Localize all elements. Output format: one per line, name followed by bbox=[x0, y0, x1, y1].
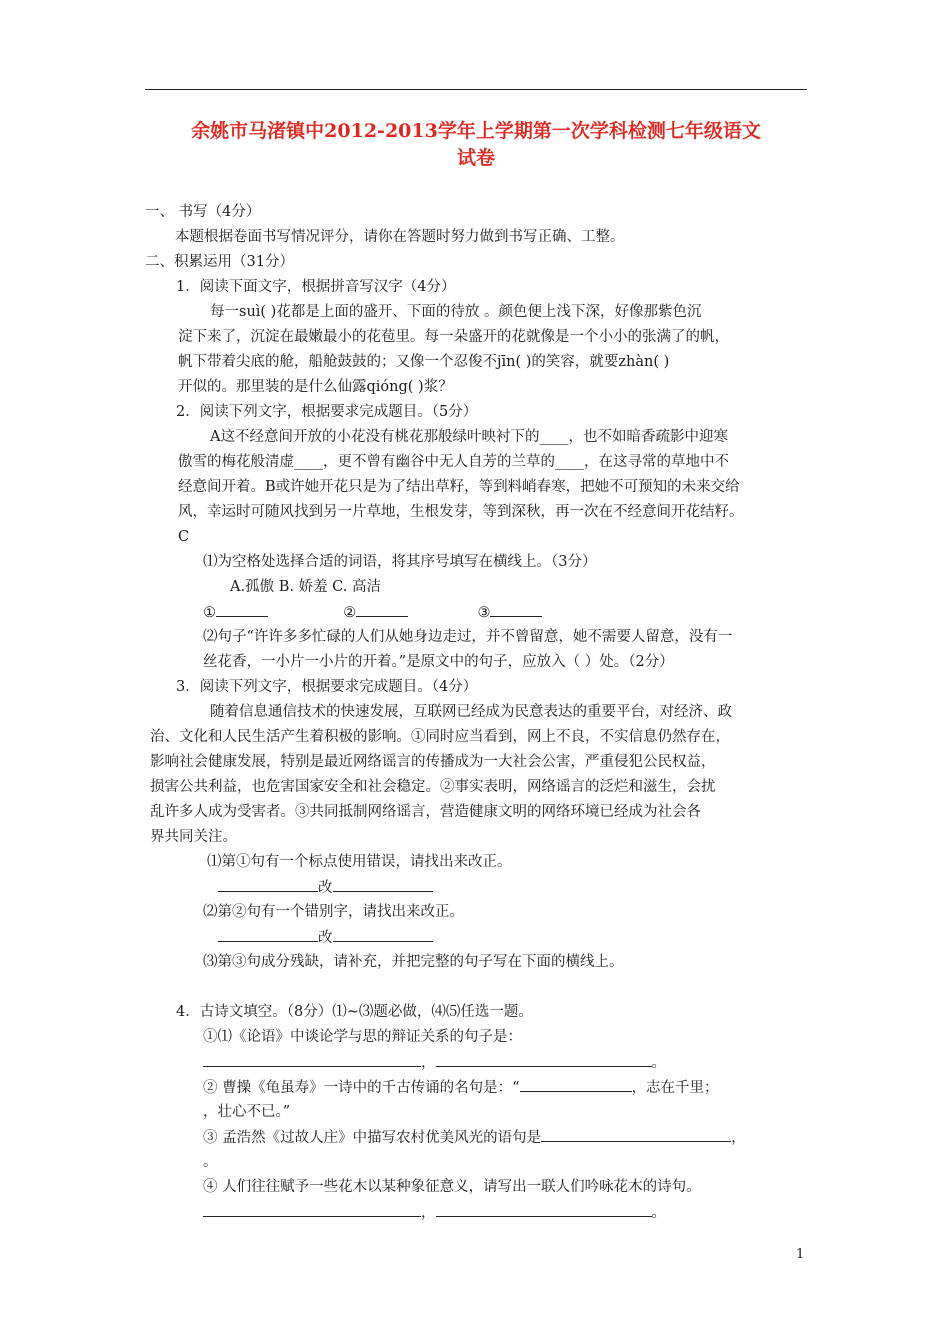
q3-sub-1-answer bbox=[218, 875, 433, 900]
q3-sub-1-wrong-blank[interactable] bbox=[218, 875, 318, 892]
q4-item-3-line-2: 。 bbox=[203, 1154, 218, 1170]
q3-sub-2-gai: 改 bbox=[318, 930, 333, 946]
q1-line-1: 每一suì( )花都是上面的盛开、下面的待放 。颜色便上浅下深，好像那紫色沉 bbox=[210, 304, 702, 320]
q2-title: 2．阅读下列文字，根据要求完成题目。（5分） bbox=[176, 404, 478, 420]
q2-sub-2-line-2: 丝花香，一小片一小片的开着。”是原文中的句子，应放入（ ）处。（2分） bbox=[203, 654, 674, 670]
q2-options: A.孤傲 B. 娇羞 C. 高洁 bbox=[230, 579, 381, 595]
q4-item-2-blank-a[interactable] bbox=[520, 1075, 632, 1092]
q3-title: 3．阅读下列文字，根据要求完成题目。（4分） bbox=[176, 679, 478, 695]
q3-sub-1-correct-blank[interactable] bbox=[333, 875, 433, 892]
q4-item-4-comma: ， bbox=[421, 1205, 436, 1221]
q4-item-1-blank-b[interactable] bbox=[436, 1050, 652, 1067]
q4-item-1-answer bbox=[203, 1050, 666, 1075]
q2-sub-2-line-1: ⑵句子“许许多多忙碌的人们从她身边走过，并不曾留意，她不需要人留意，没有一 bbox=[203, 629, 733, 645]
q4-item-3-text: ③ 孟浩然《过故人庄》中描写农村优美风光的语句是 bbox=[203, 1130, 542, 1146]
section-1-body: 本题根据卷面书写情况评分，请你在答题时努力做到书写正确、工整。 bbox=[175, 229, 625, 245]
page-number: 1 bbox=[796, 1247, 805, 1262]
q4-item-2 bbox=[203, 1075, 719, 1100]
q2-answer-1-label: ① bbox=[203, 605, 216, 621]
q3-sub-3: ⑶第③句成分残缺，请补充，并把完整的句子写在下面的横线上。 bbox=[203, 954, 624, 970]
q2-answer-2-label: ② bbox=[343, 605, 357, 621]
q3-sub-2-wrong-blank[interactable] bbox=[218, 925, 318, 942]
q3-line-1: 随着信息通信技术的快速发展，互联网已经成为民意表达的重要平台，对经济、政 bbox=[210, 704, 732, 720]
q1-line-2: 淀下来了，沉淀在最嫩最小的花苞里。每一朵盛开的花就像是一个小小的张满了的帆， bbox=[178, 329, 729, 345]
q4-item-4-blank-a[interactable] bbox=[203, 1200, 421, 1217]
q3-line-5: 乱许多人成为受害者。③共同抵制网络谣言，营造健康文明的网络环境已经成为社会各 bbox=[150, 804, 701, 820]
q3-sub-1-gai: 改 bbox=[318, 880, 333, 896]
q2-sub-1: ⑴为空格处选择合适的词语，将其序号填写在横线上。（3分） bbox=[203, 554, 597, 570]
q2-line-2: 傲雪的梅花般清虚____，更不曾有幽谷中无人自芳的兰草的____，在这寻常的草地中不 bbox=[178, 454, 729, 470]
q4-item-3-comma: ， bbox=[731, 1130, 746, 1146]
q2-answer-3-label: ③ bbox=[477, 605, 491, 621]
q2-line-4: 风，幸运时可随风找到另一片草地，生根发芽，等到深秋，再一次在不经意间开花结籽。 bbox=[178, 504, 744, 520]
q3-line-3: 影响社会健康发展，特别是最近网络谣言的传播成为一大社会公害，严重侵犯公民权益， bbox=[150, 754, 716, 770]
q3-line-6: 界共同关注。 bbox=[150, 829, 237, 845]
q4-item-4-blank-b[interactable] bbox=[436, 1200, 652, 1217]
q1-title: 1．阅读下面文字，根据拼音写汉字（4分） bbox=[176, 279, 456, 295]
exam-title-line2: 试卷 bbox=[456, 147, 495, 169]
q4-item-1-period: 。 bbox=[651, 1055, 666, 1071]
q4-item-4-answer bbox=[203, 1200, 666, 1225]
q3-sub-2-answer bbox=[218, 925, 433, 950]
q4-title: 4．古诗文填空。（8分）⑴~⑶题必做，⑷⑸任选一题。 bbox=[176, 1004, 533, 1020]
section-1-heading: 一、 书写（4分） bbox=[145, 204, 261, 220]
q4-item-1-blank-a[interactable] bbox=[203, 1050, 421, 1067]
q1-line-3: 帆下带着尖底的舱，船舱鼓鼓的；又像一个忍俊不jīn( )的笑容，就要zhàn( ) bbox=[178, 354, 670, 370]
q4-item-2-text: ② 曹操《龟虽寿》一诗中的千古传诵的名句是：“ bbox=[203, 1080, 520, 1096]
q2-answer-3-blank[interactable] bbox=[490, 600, 542, 617]
exam-title-line1: 余姚市马渚镇中2012-2013学年上学期第一次学科检测七年级语文 bbox=[191, 120, 761, 142]
q3-sub-2-correct-blank[interactable] bbox=[333, 925, 433, 942]
q3-line-4: 损害公共利益，也危害国家安全和社会稳定。②事实表明，网络谣言的泛烂和滋生，会扰 bbox=[150, 779, 716, 795]
section-2-heading: 二、积累运用（31分） bbox=[145, 254, 294, 270]
q4-item-2-text-b: ，志在千里； bbox=[631, 1080, 719, 1096]
q4-item-1-comma: ， bbox=[421, 1055, 436, 1071]
q3-line-2: 治、文化和人民生活产生着积极的影响。①同时应当看到，网上不良，不实信息仍然存在， bbox=[150, 729, 730, 745]
q2-line-1: A这不经意间开放的小花没有桃花那般绿叶映衬下的____，也不如暗香疏影中迎寒 bbox=[210, 429, 728, 445]
q4-item-4-period: 。 bbox=[651, 1205, 666, 1221]
header-rule bbox=[145, 89, 807, 90]
q2-answer-blanks bbox=[203, 600, 542, 625]
q4-item-4: ④ 人们往往赋予一些花木以某种象征意义，请写出一联人们吟咏花木的诗句。 bbox=[203, 1179, 701, 1195]
q2-line-3: 经意间开着。B或许她开花只是为了结出草籽，等到料峭春寒，把她不可预知的未来交给 bbox=[178, 479, 740, 495]
q4-item-1: ①⑴《论语》中谈论学与思的辩证关系的句子是： bbox=[203, 1029, 522, 1045]
q4-item-3 bbox=[203, 1125, 746, 1150]
q4-item-2-line-2: ，壮心不已。” bbox=[203, 1104, 291, 1120]
q3-sub-1: ⑴第①句有一个标点使用错误，请找出来改正。 bbox=[207, 854, 512, 870]
q3-sub-2: ⑵第②句有一个错别字，请找出来改正。 bbox=[203, 904, 464, 920]
q2-line-5: C bbox=[178, 529, 190, 545]
q2-answer-2-blank[interactable] bbox=[356, 600, 408, 617]
exam-title bbox=[145, 118, 807, 172]
q4-item-3-blank-a[interactable] bbox=[541, 1125, 731, 1142]
q2-answer-1-blank[interactable] bbox=[216, 600, 268, 617]
q1-line-4: 开似的。那里装的是什么仙露qióng( )浆？ bbox=[178, 379, 453, 395]
